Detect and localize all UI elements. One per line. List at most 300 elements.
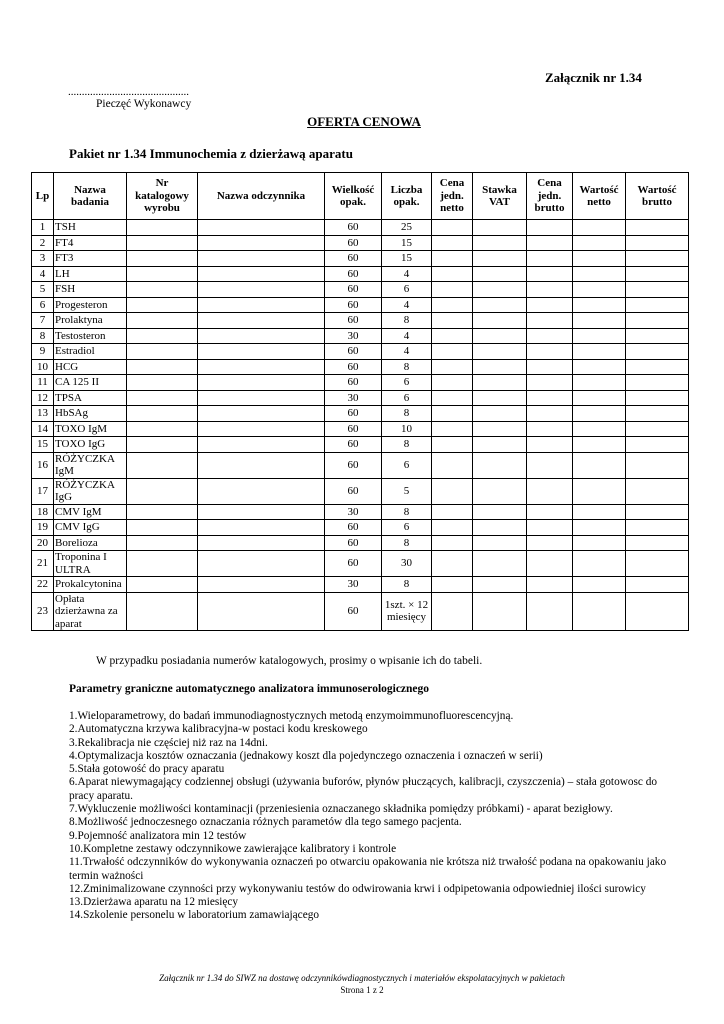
row-unit-price-gross bbox=[527, 437, 573, 453]
row-catalog-number bbox=[127, 535, 198, 551]
table-row bbox=[32, 406, 689, 422]
row-reagent-name bbox=[198, 359, 325, 375]
header-package-count: Liczba opak. bbox=[382, 173, 432, 220]
row-package-size: 60 bbox=[325, 251, 382, 267]
row-lp: 21 bbox=[32, 551, 54, 577]
table-row bbox=[32, 535, 689, 551]
table-row bbox=[32, 297, 689, 313]
row-lp: 16 bbox=[32, 452, 54, 478]
row-value-net bbox=[573, 504, 626, 520]
row-reagent-name bbox=[198, 375, 325, 391]
row-package-count: 4 bbox=[382, 328, 432, 344]
row-unit-price-gross bbox=[527, 421, 573, 437]
row-vat-rate bbox=[473, 551, 527, 577]
offer-table-body bbox=[32, 220, 689, 631]
row-package-count: 30 bbox=[382, 551, 432, 577]
row-reagent-name bbox=[198, 282, 325, 298]
row-unit-price-net bbox=[432, 437, 473, 453]
row-lp: 1 bbox=[32, 220, 54, 236]
row-catalog-number bbox=[127, 577, 198, 593]
row-package-size: 60 bbox=[325, 551, 382, 577]
row-value-net bbox=[573, 452, 626, 478]
row-unit-price-net bbox=[432, 535, 473, 551]
row-reagent-name bbox=[198, 235, 325, 251]
row-package-size: 60 bbox=[325, 535, 382, 551]
row-vat-rate bbox=[473, 478, 527, 504]
table-row bbox=[32, 592, 689, 631]
row-package-count: 8 bbox=[382, 577, 432, 593]
row-unit-price-gross bbox=[527, 359, 573, 375]
row-value-net bbox=[573, 344, 626, 360]
row-vat-rate bbox=[473, 406, 527, 422]
row-value-net bbox=[573, 520, 626, 536]
row-package-size: 60 bbox=[325, 421, 382, 437]
row-package-size: 30 bbox=[325, 390, 382, 406]
row-unit-price-gross bbox=[527, 535, 573, 551]
row-lp: 5 bbox=[32, 282, 54, 298]
row-package-size: 60 bbox=[325, 478, 382, 504]
row-package-count: 6 bbox=[382, 282, 432, 298]
row-unit-price-gross bbox=[527, 328, 573, 344]
row-package-size: 60 bbox=[325, 437, 382, 453]
row-unit-price-net bbox=[432, 551, 473, 577]
parameters-list bbox=[69, 710, 669, 923]
row-package-count: 6 bbox=[382, 452, 432, 478]
row-lp: 4 bbox=[32, 266, 54, 282]
row-unit-price-gross bbox=[527, 220, 573, 236]
row-lp: 15 bbox=[32, 437, 54, 453]
table-header-row bbox=[32, 173, 689, 220]
row-vat-rate bbox=[473, 282, 527, 298]
row-value-net bbox=[573, 577, 626, 593]
parameter-item: 12.Zminimalizowane czynności przy wykonywaniu testów do odwirowania krwi i odpipetowania odpowiedniej ilości surowicy bbox=[69, 882, 646, 895]
parameter-item: 3.Rekalibracja nie częściej niż raz na 14dni. bbox=[69, 736, 268, 749]
row-catalog-number bbox=[127, 328, 198, 344]
table-row bbox=[32, 328, 689, 344]
row-test-name: FT3 bbox=[54, 251, 127, 267]
row-value-gross bbox=[626, 375, 689, 391]
offer-table bbox=[31, 172, 689, 631]
row-reagent-name bbox=[198, 313, 325, 329]
row-package-size: 30 bbox=[325, 577, 382, 593]
row-vat-rate bbox=[473, 577, 527, 593]
page-number: Strona 1 z 2 bbox=[340, 985, 384, 995]
row-value-gross bbox=[626, 406, 689, 422]
row-value-gross bbox=[626, 313, 689, 329]
row-catalog-number bbox=[127, 251, 198, 267]
row-package-size: 60 bbox=[325, 592, 382, 631]
row-vat-rate bbox=[473, 437, 527, 453]
row-unit-price-gross bbox=[527, 344, 573, 360]
row-value-gross bbox=[626, 390, 689, 406]
row-vat-rate bbox=[473, 520, 527, 536]
table-row bbox=[32, 421, 689, 437]
row-vat-rate bbox=[473, 452, 527, 478]
row-value-gross bbox=[626, 504, 689, 520]
row-reagent-name bbox=[198, 297, 325, 313]
row-value-gross bbox=[626, 220, 689, 236]
row-lp: 2 bbox=[32, 235, 54, 251]
parameter-item: 7.Wykluczenie możliwości kontaminacji (przeniesienia oznaczanego składnika pomiędzy próbkami) - aparat bezigłowy. bbox=[69, 803, 613, 816]
table-row bbox=[32, 504, 689, 520]
row-value-gross bbox=[626, 520, 689, 536]
row-unit-price-gross bbox=[527, 251, 573, 267]
row-package-count: 8 bbox=[382, 437, 432, 453]
row-unit-price-gross bbox=[527, 297, 573, 313]
row-catalog-number bbox=[127, 452, 198, 478]
row-package-count: 6 bbox=[382, 520, 432, 536]
row-value-gross bbox=[626, 577, 689, 593]
row-catalog-number bbox=[127, 406, 198, 422]
row-reagent-name bbox=[198, 551, 325, 577]
row-value-net bbox=[573, 592, 626, 631]
stamp-label: Pieczęć Wykonawcy bbox=[96, 98, 192, 110]
row-value-gross bbox=[626, 297, 689, 313]
row-unit-price-gross bbox=[527, 551, 573, 577]
row-unit-price-net bbox=[432, 282, 473, 298]
parameter-item: 6.Aparat niewymagający codziennej obsługi (używania buforów, płynów płuczących, kalibracji, czyszczenia) – stała gotowosc do pracy aparatu. bbox=[69, 776, 658, 802]
row-lp: 20 bbox=[32, 535, 54, 551]
row-test-name: Prolaktyna bbox=[54, 313, 127, 329]
row-package-count: 4 bbox=[382, 297, 432, 313]
row-test-name: Troponina I ULTRA bbox=[54, 551, 127, 577]
row-unit-price-net bbox=[432, 452, 473, 478]
table-row bbox=[32, 452, 689, 478]
parameter-item: 4.Optymalizacja kosztów oznaczania (jednakowy koszt dla pojedynczego oznaczenia i oznaczeń w serii) bbox=[69, 749, 543, 762]
row-value-net bbox=[573, 220, 626, 236]
row-unit-price-gross bbox=[527, 452, 573, 478]
row-value-gross bbox=[626, 535, 689, 551]
row-catalog-number bbox=[127, 390, 198, 406]
row-value-net bbox=[573, 551, 626, 577]
parameter-item: 11.Trwałość odczynników do wykonywania oznaczeń po otwarciu opakowania nie krótsza niż trwałość podana na opakowaniu jako termin ważności bbox=[69, 856, 667, 882]
row-package-size: 60 bbox=[325, 375, 382, 391]
row-package-count: 8 bbox=[382, 406, 432, 422]
header-unit-price-net: Cena jedn. netto bbox=[432, 173, 473, 220]
row-package-size: 60 bbox=[325, 313, 382, 329]
row-lp: 14 bbox=[32, 421, 54, 437]
row-unit-price-gross bbox=[527, 592, 573, 631]
row-value-gross bbox=[626, 452, 689, 478]
table-row bbox=[32, 313, 689, 329]
table-row bbox=[32, 282, 689, 298]
row-value-net bbox=[573, 390, 626, 406]
header-test-name: Nazwa badania bbox=[54, 173, 127, 220]
row-value-net bbox=[573, 297, 626, 313]
row-vat-rate bbox=[473, 359, 527, 375]
row-catalog-number bbox=[127, 437, 198, 453]
row-test-name: CA 125 II bbox=[54, 375, 127, 391]
parameter-item: 5.Stała gotowość do pracy aparatu bbox=[69, 763, 225, 776]
row-test-name: Progesteron bbox=[54, 297, 127, 313]
row-unit-price-gross bbox=[527, 504, 573, 520]
row-value-gross bbox=[626, 437, 689, 453]
row-value-net bbox=[573, 266, 626, 282]
row-value-net bbox=[573, 251, 626, 267]
row-unit-price-gross bbox=[527, 577, 573, 593]
row-unit-price-net bbox=[432, 359, 473, 375]
row-unit-price-net bbox=[432, 344, 473, 360]
row-reagent-name bbox=[198, 520, 325, 536]
row-test-name: Estradiol bbox=[54, 344, 127, 360]
row-value-gross bbox=[626, 344, 689, 360]
row-value-gross bbox=[626, 359, 689, 375]
table-row bbox=[32, 359, 689, 375]
row-package-size: 30 bbox=[325, 504, 382, 520]
row-unit-price-net bbox=[432, 592, 473, 631]
row-catalog-number bbox=[127, 504, 198, 520]
row-lp: 10 bbox=[32, 359, 54, 375]
document-title-text: OFERTA CENOWA bbox=[307, 114, 421, 129]
row-test-name: TOXO IgM bbox=[54, 421, 127, 437]
header-value-gross: Wartość brutto bbox=[626, 173, 689, 220]
header-vat-rate: Stawka VAT bbox=[473, 173, 527, 220]
parameters-title: Parametry graniczne automatycznego analizatora immunoserologicznego bbox=[69, 683, 430, 695]
row-value-gross bbox=[626, 421, 689, 437]
row-package-count: 8 bbox=[382, 359, 432, 375]
row-unit-price-gross bbox=[527, 406, 573, 422]
table-row bbox=[32, 251, 689, 267]
row-reagent-name bbox=[198, 251, 325, 267]
row-test-name: TSH bbox=[54, 220, 127, 236]
row-reagent-name bbox=[198, 504, 325, 520]
row-reagent-name bbox=[198, 478, 325, 504]
row-lp: 9 bbox=[32, 344, 54, 360]
row-package-size: 30 bbox=[325, 328, 382, 344]
row-value-net bbox=[573, 282, 626, 298]
parameter-item: 13.Dzierżawa aparatu na 12 miesięcy bbox=[69, 896, 239, 909]
row-unit-price-gross bbox=[527, 520, 573, 536]
row-lp: 12 bbox=[32, 390, 54, 406]
table-row bbox=[32, 220, 689, 236]
table-row bbox=[32, 235, 689, 251]
row-package-size: 60 bbox=[325, 266, 382, 282]
row-value-net bbox=[573, 235, 626, 251]
row-catalog-number bbox=[127, 313, 198, 329]
row-catalog-number bbox=[127, 266, 198, 282]
row-package-size: 60 bbox=[325, 235, 382, 251]
row-reagent-name bbox=[198, 535, 325, 551]
row-test-name: RÓŻYCZKA IgG bbox=[54, 478, 127, 504]
row-value-gross bbox=[626, 282, 689, 298]
row-lp: 22 bbox=[32, 577, 54, 593]
row-test-name: Prokalcytonina bbox=[54, 577, 127, 593]
row-package-count: 4 bbox=[382, 266, 432, 282]
row-test-name: TOXO IgG bbox=[54, 437, 127, 453]
row-unit-price-net bbox=[432, 520, 473, 536]
row-test-name: TPSA bbox=[54, 390, 127, 406]
row-unit-price-net bbox=[432, 235, 473, 251]
row-package-size: 60 bbox=[325, 282, 382, 298]
row-test-name: RÓŻYCZKA IgM bbox=[54, 452, 127, 478]
header-value-net: Wartość netto bbox=[573, 173, 626, 220]
row-package-size: 60 bbox=[325, 452, 382, 478]
row-lp: 7 bbox=[32, 313, 54, 329]
row-package-count: 6 bbox=[382, 390, 432, 406]
row-unit-price-gross bbox=[527, 282, 573, 298]
row-vat-rate bbox=[473, 251, 527, 267]
row-catalog-number bbox=[127, 421, 198, 437]
row-unit-price-gross bbox=[527, 390, 573, 406]
row-value-gross bbox=[626, 235, 689, 251]
row-catalog-number bbox=[127, 478, 198, 504]
row-reagent-name bbox=[198, 452, 325, 478]
attachment-label: Załącznik nr 1.34 bbox=[545, 70, 642, 85]
row-reagent-name bbox=[198, 266, 325, 282]
row-value-net bbox=[573, 328, 626, 344]
row-test-name: CMV IgM bbox=[54, 504, 127, 520]
row-value-net bbox=[573, 421, 626, 437]
row-lp: 23 bbox=[32, 592, 54, 631]
header-catalog-number: Nr katalogowy wyrobu bbox=[127, 173, 198, 220]
table-row bbox=[32, 551, 689, 577]
parameter-item: 2.Automatyczna krzywa kalibracyjna-w postaci kodu kreskowego bbox=[69, 723, 368, 736]
row-package-size: 60 bbox=[325, 520, 382, 536]
row-unit-price-net bbox=[432, 266, 473, 282]
header-unit-price-gross: Cena jedn. brutto bbox=[527, 173, 573, 220]
row-vat-rate bbox=[473, 266, 527, 282]
row-vat-rate bbox=[473, 421, 527, 437]
row-package-count: 8 bbox=[382, 535, 432, 551]
row-unit-price-net bbox=[432, 313, 473, 329]
row-package-count: 8 bbox=[382, 313, 432, 329]
row-package-count: 15 bbox=[382, 235, 432, 251]
row-vat-rate bbox=[473, 535, 527, 551]
row-package-size: 60 bbox=[325, 359, 382, 375]
row-lp: 8 bbox=[32, 328, 54, 344]
row-package-count: 25 bbox=[382, 220, 432, 236]
parameter-item: 14.Szkolenie personelu w laboratorium zamawiającego bbox=[69, 909, 320, 922]
row-reagent-name bbox=[198, 421, 325, 437]
row-value-net bbox=[573, 437, 626, 453]
row-reagent-name bbox=[198, 344, 325, 360]
row-reagent-name bbox=[198, 390, 325, 406]
table-row bbox=[32, 390, 689, 406]
parameter-item: 1.Wieloparametrowy, do badań immunodiagnostycznych metodą enzymoimmunofluorescencyjną. bbox=[69, 710, 514, 722]
row-vat-rate bbox=[473, 504, 527, 520]
row-unit-price-net bbox=[432, 251, 473, 267]
row-lp: 11 bbox=[32, 375, 54, 391]
row-value-gross bbox=[626, 478, 689, 504]
row-unit-price-net bbox=[432, 390, 473, 406]
row-test-name: Borelioza bbox=[54, 535, 127, 551]
row-value-net bbox=[573, 478, 626, 504]
row-value-gross bbox=[626, 551, 689, 577]
row-lp: 19 bbox=[32, 520, 54, 536]
row-package-count: 4 bbox=[382, 344, 432, 360]
row-reagent-name bbox=[198, 437, 325, 453]
row-package-count: 8 bbox=[382, 504, 432, 520]
row-value-net bbox=[573, 406, 626, 422]
row-catalog-number bbox=[127, 375, 198, 391]
row-vat-rate bbox=[473, 220, 527, 236]
row-catalog-number bbox=[127, 359, 198, 375]
row-unit-price-net bbox=[432, 577, 473, 593]
row-value-gross bbox=[626, 266, 689, 282]
parameter-item: 9.Pojemność analizatora min 12 testów bbox=[69, 829, 247, 842]
row-test-name: CMV IgG bbox=[54, 520, 127, 536]
table-row bbox=[32, 577, 689, 593]
row-unit-price-net bbox=[432, 478, 473, 504]
row-test-name: Testosteron bbox=[54, 328, 127, 344]
row-catalog-number bbox=[127, 592, 198, 631]
row-unit-price-gross bbox=[527, 266, 573, 282]
row-lp: 17 bbox=[32, 478, 54, 504]
table-row bbox=[32, 478, 689, 504]
row-value-gross bbox=[626, 592, 689, 631]
row-reagent-name bbox=[198, 577, 325, 593]
document-title bbox=[0, 114, 724, 130]
row-value-net bbox=[573, 375, 626, 391]
stamp-signature-line: ............................................ bbox=[68, 86, 189, 98]
row-unit-price-gross bbox=[527, 478, 573, 504]
row-unit-price-net bbox=[432, 220, 473, 236]
row-lp: 3 bbox=[32, 251, 54, 267]
row-unit-price-gross bbox=[527, 235, 573, 251]
row-test-name: LH bbox=[54, 266, 127, 282]
row-catalog-number bbox=[127, 282, 198, 298]
row-package-size: 60 bbox=[325, 220, 382, 236]
row-vat-rate bbox=[473, 297, 527, 313]
row-test-name: HCG bbox=[54, 359, 127, 375]
table-row bbox=[32, 375, 689, 391]
row-catalog-number bbox=[127, 520, 198, 536]
row-package-count: 1szt. × 12 miesięcy bbox=[382, 592, 432, 631]
row-vat-rate bbox=[473, 592, 527, 631]
row-package-count: 6 bbox=[382, 375, 432, 391]
row-reagent-name bbox=[198, 406, 325, 422]
row-vat-rate bbox=[473, 313, 527, 329]
row-catalog-number bbox=[127, 220, 198, 236]
row-unit-price-gross bbox=[527, 313, 573, 329]
row-lp: 6 bbox=[32, 297, 54, 313]
row-package-count: 15 bbox=[382, 251, 432, 267]
catalog-number-note: W przypadku posiadania numerów katalogowych, prosimy o wpisanie ich do tabeli. bbox=[96, 655, 483, 667]
parameter-item: 10.Kompletne zestawy odczynnikowe zawierające kalibratory i kontrole bbox=[69, 842, 397, 855]
row-lp: 18 bbox=[32, 504, 54, 520]
row-value-net bbox=[573, 313, 626, 329]
row-test-name: Opłata dzierżawna za aparat bbox=[54, 592, 127, 631]
row-catalog-number bbox=[127, 551, 198, 577]
row-test-name: HbSAg bbox=[54, 406, 127, 422]
row-value-gross bbox=[626, 328, 689, 344]
row-reagent-name bbox=[198, 592, 325, 631]
row-vat-rate bbox=[473, 328, 527, 344]
row-vat-rate bbox=[473, 390, 527, 406]
header-package-size: Wielkość opak. bbox=[325, 173, 382, 220]
row-value-net bbox=[573, 359, 626, 375]
row-vat-rate bbox=[473, 235, 527, 251]
row-unit-price-net bbox=[432, 504, 473, 520]
row-value-net bbox=[573, 535, 626, 551]
row-reagent-name bbox=[198, 220, 325, 236]
row-package-size: 60 bbox=[325, 344, 382, 360]
table-row bbox=[32, 344, 689, 360]
row-package-count: 10 bbox=[382, 421, 432, 437]
header-reagent-name: Nazwa odczynnika bbox=[198, 173, 325, 220]
row-unit-price-gross bbox=[527, 375, 573, 391]
row-package-count: 5 bbox=[382, 478, 432, 504]
row-unit-price-net bbox=[432, 406, 473, 422]
row-reagent-name bbox=[198, 328, 325, 344]
footer-note: Załącznik nr 1.34 do SIWZ na dostawę odczynnikówdiagnostycznych i materiałów ekspolatacyjnych w pakietach bbox=[159, 973, 565, 983]
row-unit-price-net bbox=[432, 297, 473, 313]
header-lp: Lp bbox=[32, 173, 54, 220]
row-package-size: 60 bbox=[325, 406, 382, 422]
row-lp: 13 bbox=[32, 406, 54, 422]
row-test-name: FT4 bbox=[54, 235, 127, 251]
table-row bbox=[32, 437, 689, 453]
